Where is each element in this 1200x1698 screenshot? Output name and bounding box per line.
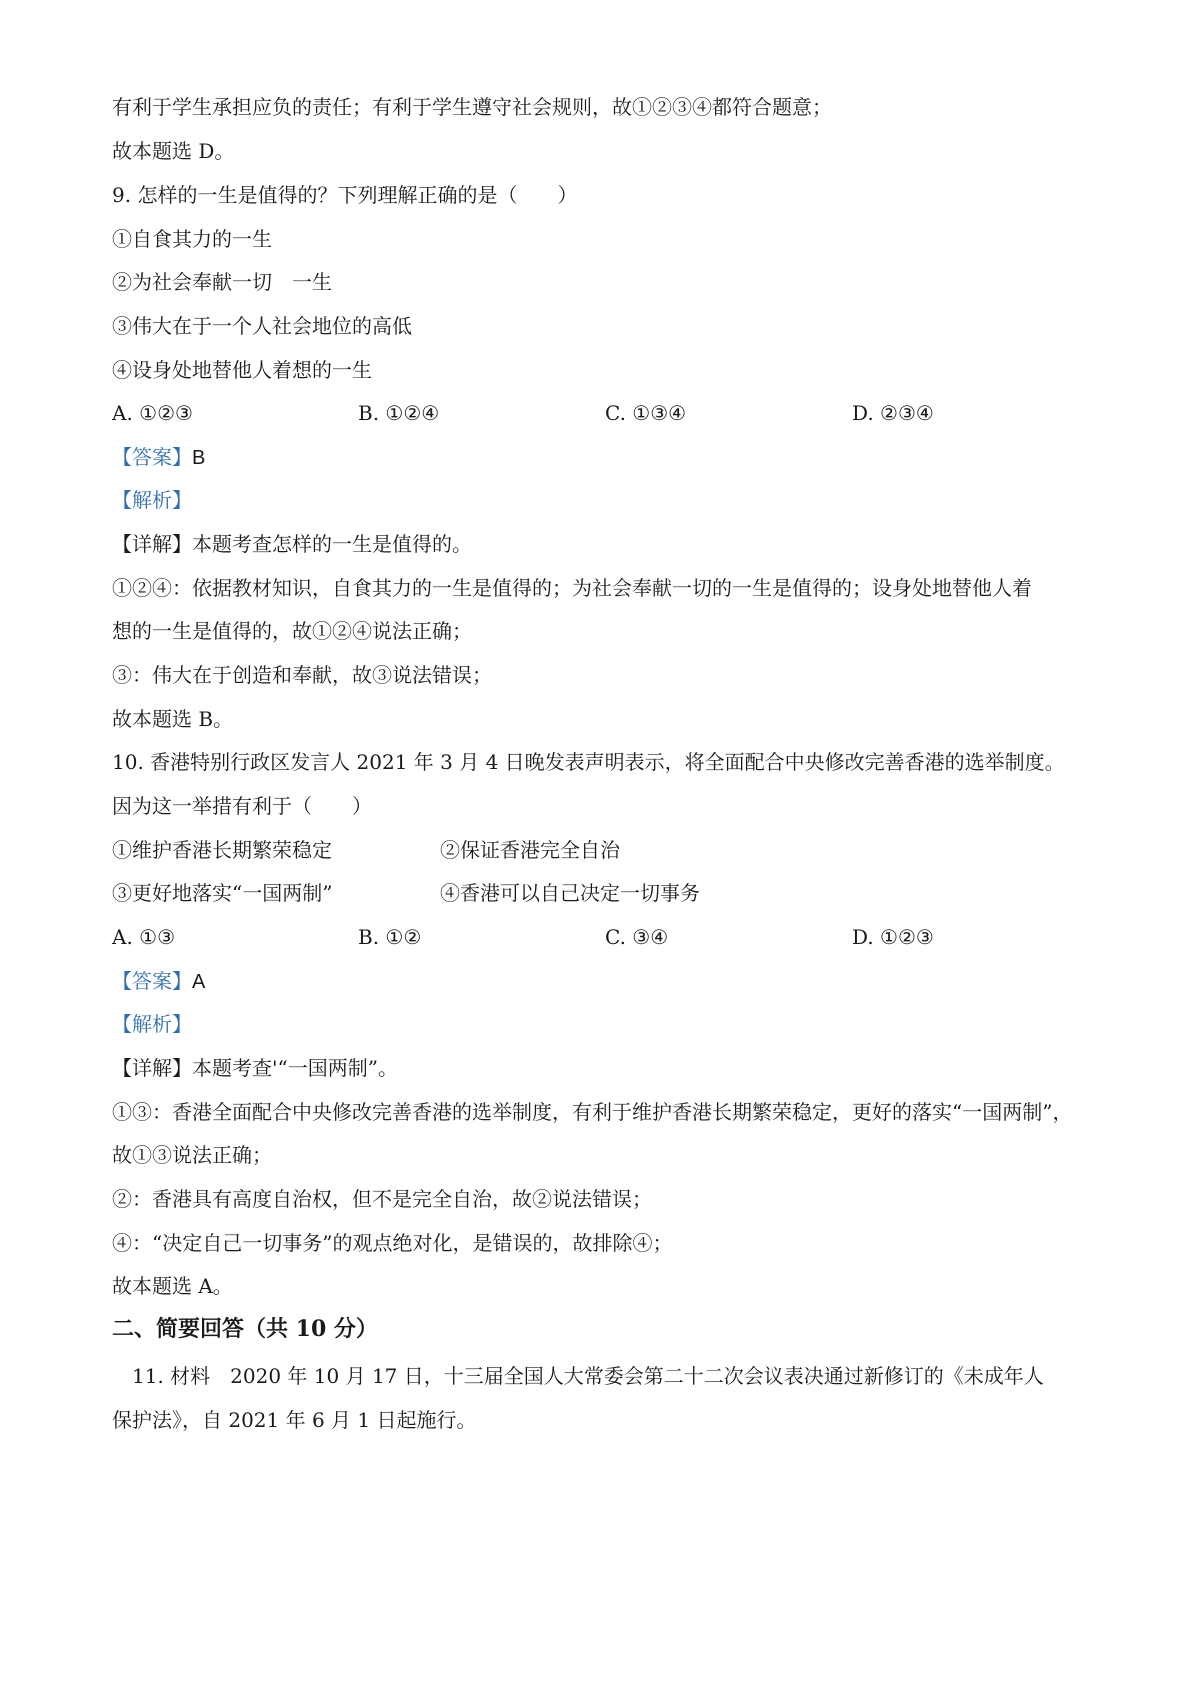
q9-statement-3: ③伟大在于一个人社会地位的高低 bbox=[112, 314, 412, 338]
q9-answer bbox=[112, 443, 205, 472]
q9-option-b: B. ①②④ bbox=[358, 401, 440, 425]
q10-explanation-line: 故①③说法正确； bbox=[112, 1143, 272, 1167]
answer-tag: 【答案】 bbox=[112, 969, 192, 993]
q10-statements-row-1 bbox=[112, 836, 812, 864]
q10-statement-2: ②保证香港完全自治 bbox=[440, 838, 620, 862]
section-heading: 二、简要回答（共 10 分） bbox=[112, 1316, 378, 1342]
q9-explanation-line: ③：伟大在于创造和奉献，故③说法错误； bbox=[112, 663, 492, 687]
q9-option-a: A. ①②③ bbox=[112, 401, 193, 425]
q9-statement-2: ②为社会奉献一切 一生 bbox=[112, 270, 332, 294]
q10-statement-4: ④香港可以自己决定一切事务 bbox=[440, 881, 700, 905]
q10-analysis-tag: 【解析】 bbox=[112, 1012, 192, 1036]
question-11-material: 11. 材料 2020 年 10 月 17 日，十三届全国人大常委会第二十二次会议表决通过新修订的《未成年人 bbox=[132, 1364, 1044, 1388]
q10-detail: 【详解】本题考查'“一国两制”。 bbox=[112, 1056, 398, 1080]
q9-conclusion: 故本题选 B。 bbox=[112, 707, 234, 731]
q10-option-d: D. ①②③ bbox=[852, 925, 934, 949]
question-10-stem-cont: 因为这一举措有利于（ ） bbox=[112, 794, 372, 818]
answer-value: B bbox=[192, 447, 206, 469]
question-10-stem: 10. 香港特别行政区发言人 2021 年 3 月 4 日晚发表声明表示，将全面配合中央修改完善香港的选举制度。 bbox=[112, 750, 1065, 774]
q9-explanation-line: ①②④：依据教材知识，自食其力的一生是值得的；为社会奉献一切的一生是值得的；设身处地替他人着 bbox=[112, 576, 1032, 600]
q10-options bbox=[112, 923, 1112, 951]
q10-option-b: B. ①② bbox=[358, 925, 422, 949]
q9-options bbox=[112, 399, 1112, 427]
q10-option-c: C. ③④ bbox=[605, 925, 669, 949]
q9-explanation-line: 想的一生是值得的，故①②④说法正确； bbox=[112, 619, 472, 643]
text-line: 有利于学生承担应负的责任；有利于学生遵守社会规则，故①②③④都符合题意； bbox=[112, 95, 832, 119]
text-line: 故本题选 D。 bbox=[112, 139, 235, 163]
q10-statement-3: ③更好地落实“一国两制” bbox=[112, 881, 333, 905]
question-11-material-cont: 保护法》，自 2021 年 6 月 1 日起施行。 bbox=[112, 1408, 477, 1432]
q9-detail: 【详解】本题考查怎样的一生是值得的。 bbox=[112, 532, 472, 556]
q10-statement-1: ①维护香港长期繁荣稳定 bbox=[112, 838, 332, 862]
q10-statements-row-2 bbox=[112, 879, 812, 907]
q9-statement-1: ①自食其力的一生 bbox=[112, 227, 272, 251]
q10-conclusion: 故本题选 A。 bbox=[112, 1274, 233, 1298]
question-9-stem: 9. 怎样的一生是值得的？下列理解正确的是（ ） bbox=[112, 183, 578, 207]
q10-explanation-line: ④：“决定自己一切事务”的观点绝对化，是错误的，故排除④； bbox=[112, 1231, 673, 1255]
q9-option-d: D. ②③④ bbox=[852, 401, 934, 425]
q9-analysis-tag: 【解析】 bbox=[112, 488, 192, 512]
q10-explanation-line: ①③：香港全面配合中央修改完善香港的选举制度，有利于维护香港长期繁荣稳定，更好的落实“一国两制”， bbox=[112, 1100, 1073, 1124]
q10-explanation-line: ②：香港具有高度自治权，但不是完全自治，故②说法错误； bbox=[112, 1187, 652, 1211]
answer-tag: 【答案】 bbox=[112, 445, 192, 469]
q9-option-c: C. ①③④ bbox=[605, 401, 687, 425]
q9-statement-4: ④设身处地替他人着想的一生 bbox=[112, 358, 372, 382]
q10-option-a: A. ①③ bbox=[112, 925, 176, 949]
q10-answer bbox=[112, 967, 205, 996]
answer-value: A bbox=[192, 971, 206, 993]
